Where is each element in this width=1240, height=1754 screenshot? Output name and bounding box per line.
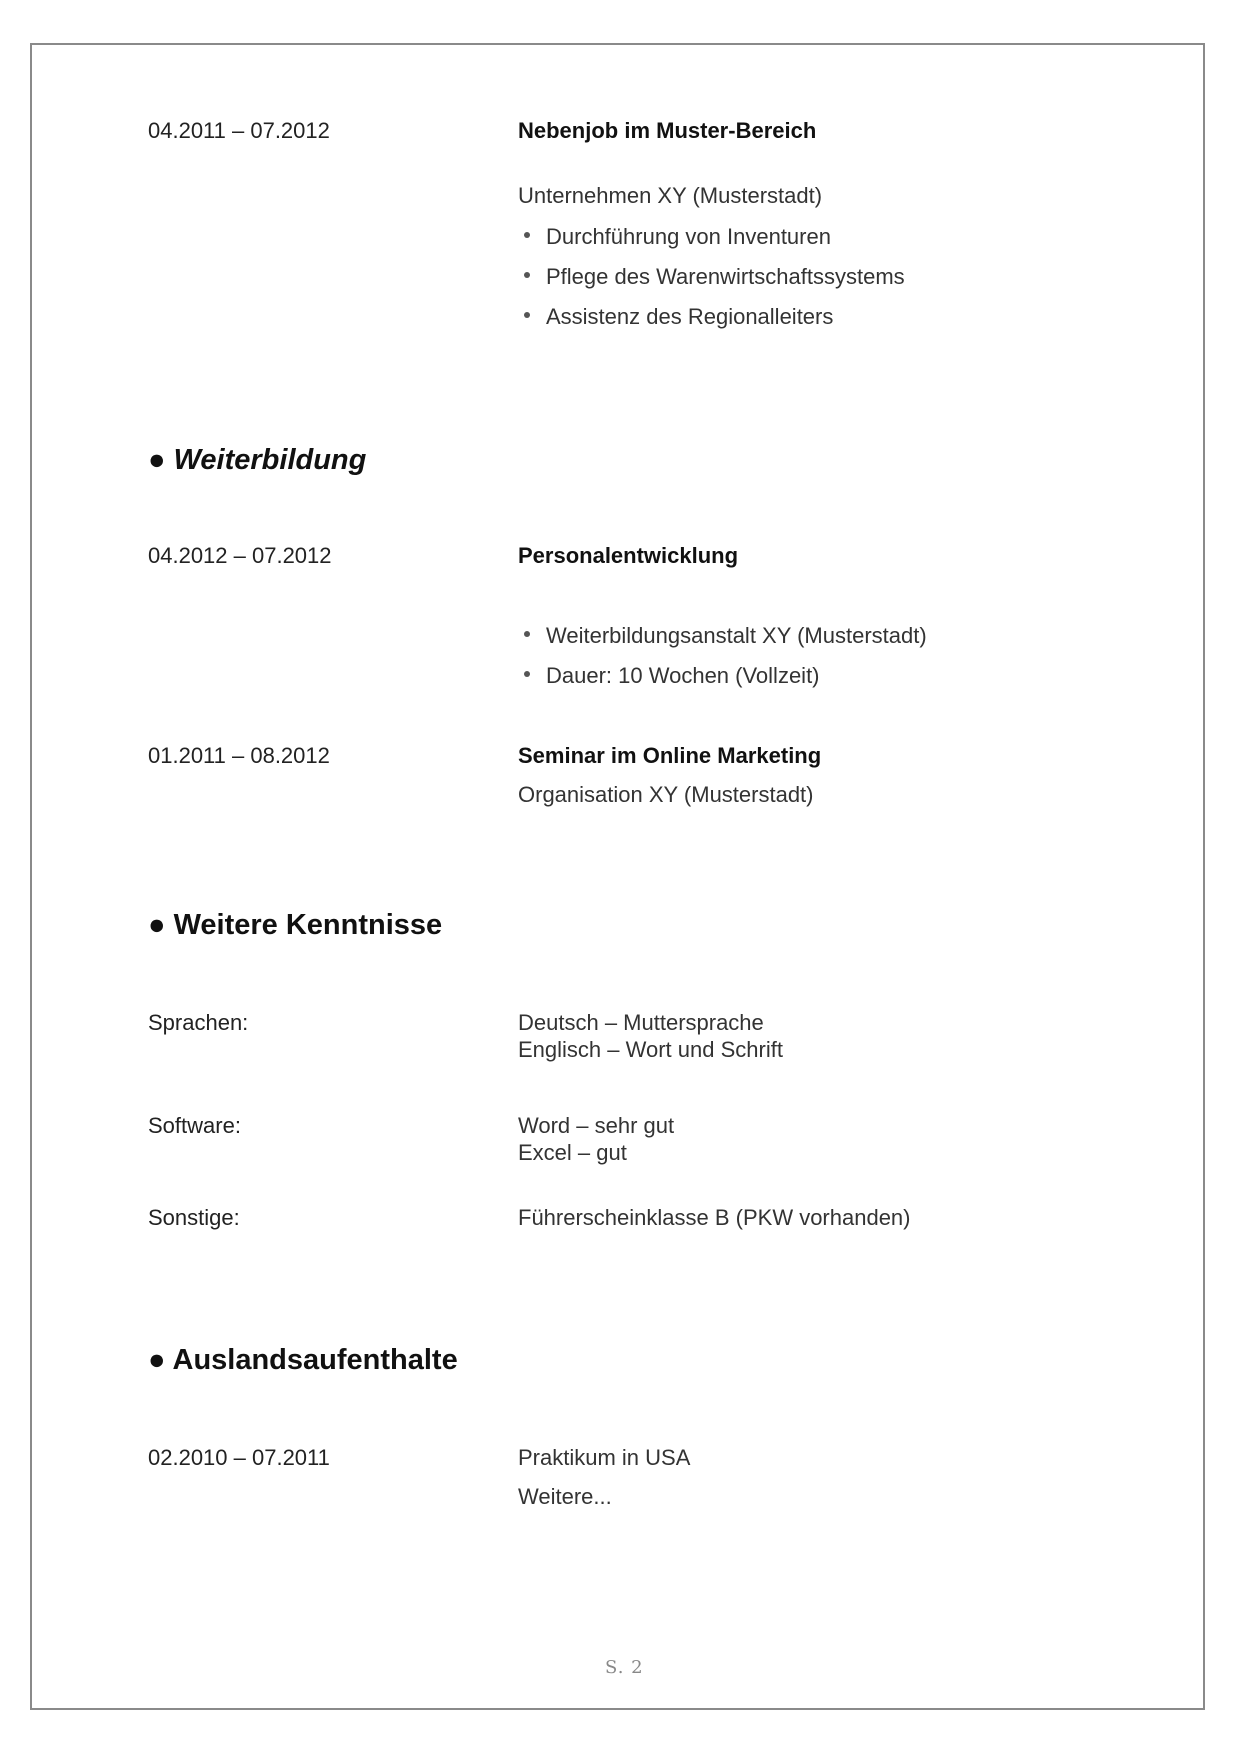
skill-label: Sonstige:: [148, 1205, 240, 1230]
entry-date: 02.2010 – 07.2011: [148, 1445, 330, 1470]
entry-detail: Organisation XY (Musterstadt): [518, 782, 814, 807]
bullet-icon: [524, 312, 530, 318]
entry-title: Seminar im Online Marketing: [518, 743, 822, 768]
section-heading-weiterbildung: ● Weiterbildung: [148, 444, 367, 476]
bullet-icon: [524, 232, 530, 238]
skill-value: Führerscheinklasse B (PKW vorhanden): [518, 1205, 911, 1230]
skill-value: Word – sehr gut: [518, 1113, 675, 1138]
bullet-icon: [524, 671, 530, 677]
skill-label: Software:: [148, 1113, 241, 1138]
entry-date: 04.2011 – 07.2012: [148, 118, 330, 143]
entry-title: Personalentwicklung: [518, 543, 739, 568]
entry-title: Nebenjob im Muster-Bereich: [518, 118, 817, 143]
entry-date: 04.2012 – 07.2012: [148, 543, 332, 568]
list-item: Dauer: 10 Wochen (Vollzeit): [524, 663, 820, 689]
section-heading-ausland: ● Auslandsaufenthalte: [148, 1344, 458, 1376]
skill-label: Sprachen:: [148, 1010, 249, 1035]
list-item: Durchführung von Inventuren: [524, 224, 831, 250]
bullet-icon: [524, 272, 530, 278]
entry-date: 01.2011 – 08.2012: [148, 743, 330, 768]
entry-company: Unternehmen XY (Musterstadt): [518, 183, 823, 208]
skill-value: Deutsch – Muttersprache: [518, 1010, 764, 1035]
list-item: Weiterbildungsanstalt XY (Musterstadt): [524, 623, 927, 649]
skill-value: Englisch – Wort und Schrift: [518, 1037, 783, 1062]
skill-value: Excel – gut: [518, 1140, 627, 1165]
list-item: Pflege des Warenwirtschaftssystems: [524, 264, 905, 290]
entry-detail: Praktikum in USA: [518, 1445, 691, 1470]
bullet-icon: [524, 631, 530, 637]
list-item: Assistenz des Regionalleiters: [524, 304, 833, 330]
section-heading-kenntnisse: ● Weitere Kenntnisse: [148, 909, 443, 941]
entry-detail: Weitere...: [518, 1484, 612, 1509]
page-number: S. 2: [605, 1657, 644, 1678]
